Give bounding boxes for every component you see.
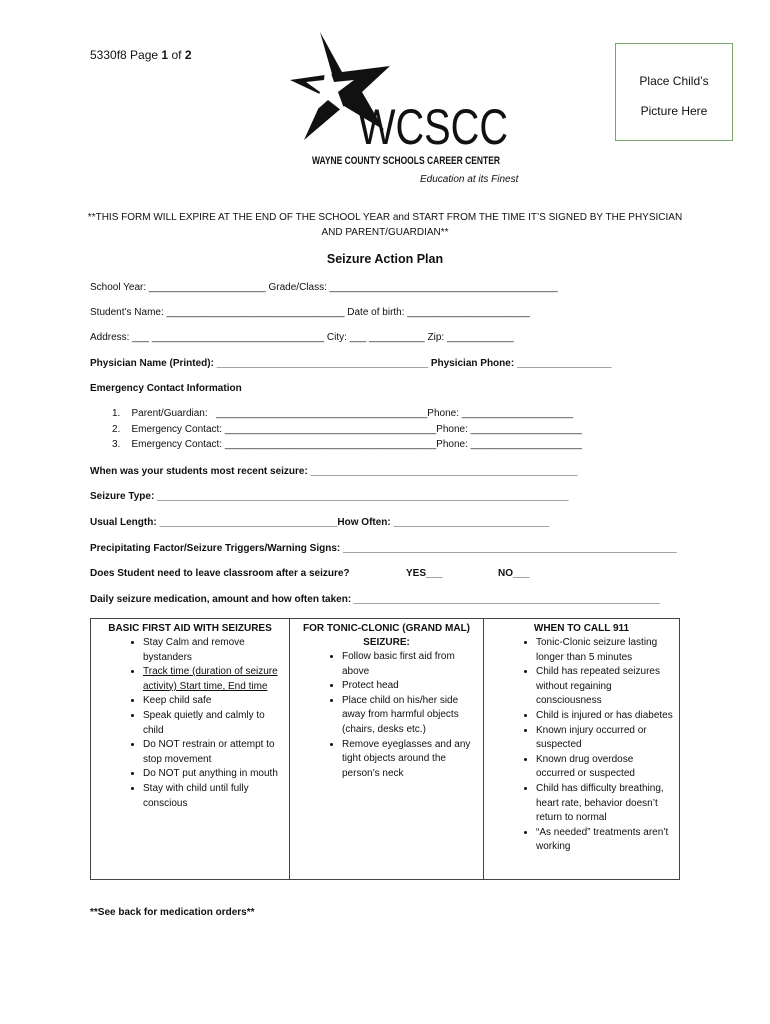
yes-option[interactable]: YES___ (406, 568, 443, 579)
list-item: • Speak quietly and calmly to child (143, 709, 283, 738)
call-911-column (484, 619, 679, 879)
list-item: • Keep child safe (143, 694, 283, 709)
list-item: • Stay Calm and remove bystanders (143, 636, 283, 665)
photo-label-line2: Picture Here (640, 104, 708, 118)
page-number: 1 (161, 48, 169, 62)
list-item: • Tonic-Clonic seizure lasting longer than 5 minutes (536, 636, 673, 665)
contact-text: Parent/Guardian: ______________________________________Phone: ____________________ (131, 408, 574, 419)
list-item: • Known drug overdose occurred or suspected (536, 753, 673, 782)
list-item: • Child has repeated seizures without regaining consciousness (536, 665, 673, 709)
list-item: • Child has difficulty breathing, heart rate, behavior doesn’t return to normal (536, 782, 673, 826)
list-item: • Do NOT put anything in mouth (143, 767, 283, 782)
list-item: • Do NOT restrain or attempt to stop movement (143, 738, 283, 767)
list-item: • “As needed” treatments aren’t working (536, 826, 673, 855)
first-aid-table (90, 618, 680, 880)
triggers-field[interactable]: Precipitating Factor/Seizure Triggers/Warning Signs: ____________________________________________________________ (90, 543, 677, 554)
address-field[interactable]: Address: ___ _______________________________ City: ___ __________ Zip: ____________ (90, 332, 514, 343)
emergency-contact-list (112, 408, 582, 455)
list-item: • Protect head (342, 679, 477, 694)
call-911-list (490, 636, 673, 855)
physician-field[interactable]: Physician Name (Printed): ______________________________________ Physician Phone: _________________ (90, 358, 612, 369)
usual-length-field[interactable]: Usual Length: ________________________________How Often: ____________________________ (90, 517, 550, 528)
tonic-clonic-list (296, 650, 477, 781)
leave-classroom-question: Does Student need to leave classroom after a seizure? (90, 568, 350, 579)
logo-school-name: WAYNE COUNTY SCHOOLS CAREER CENTER (312, 155, 501, 167)
basic-first-aid-list (97, 636, 283, 811)
list-item: • Place child on his/her side away from harmful objects (chairs, desks etc.) (342, 694, 477, 738)
column-heading: WHEN TO CALL 911 (533, 623, 630, 634)
student-name-dob-field[interactable]: Student’s Name: ________________________________ Date of birth: ______________________ (90, 307, 530, 318)
tonic-clonic-column (290, 619, 484, 879)
list-item: • Stay with child until fully conscious (143, 782, 283, 811)
school-year-grade-field[interactable]: School Year: _____________________ Grade/Class: _________________________________________ (90, 282, 558, 293)
list-item: • Child is injured or has diabetes (536, 709, 673, 724)
column-heading: BASIC FIRST AID WITH SEIZURES (108, 623, 272, 634)
basic-first-aid-column (91, 619, 290, 879)
logo-tagline: Education at its Finest (420, 174, 519, 185)
column-heading: FOR TONIC-CLONIC (GRAND MAL) SEIZURE: (302, 623, 471, 648)
contact-row[interactable] (112, 408, 582, 424)
list-item: • Known injury occurred or suspected (536, 724, 673, 753)
contact-text: Emergency Contact: ______________________________________Phone: ____________________ (131, 423, 582, 435)
of-word: of (171, 48, 182, 62)
contact-number: 3. (112, 439, 121, 450)
page-header (90, 48, 192, 62)
daily-medication-field[interactable]: Daily seizure medication, amount and how often taken: _______________________________________________________ (90, 594, 660, 605)
back-page-note: **See back for medication orders** (90, 907, 255, 918)
photo-label-line1: Place Child’s (639, 74, 709, 88)
no-option[interactable]: NO___ (498, 568, 530, 579)
logo-graphic (262, 30, 519, 190)
child-picture-box[interactable] (615, 43, 733, 141)
recent-seizure-field[interactable]: When was your students most recent seizure: ________________________________________________ (90, 466, 578, 477)
contact-number: 2. (112, 423, 121, 435)
list-item: • Remove eyeglasses and any tight objects around the person’s neck (342, 738, 477, 782)
seizure-type-field[interactable]: Seizure Type: __________________________________________________________________________ (90, 491, 569, 502)
expiration-notice: **THIS FORM WILL EXPIRE AT THE END OF THE SCHOOL YEAR and START FROM THE TIME IT’S SIGNED BY THE PHYSICIAN AND PARENT/GUARDIAN** (87, 212, 683, 238)
form-code: 5330f8 (90, 48, 127, 62)
emergency-contact-heading: Emergency Contact Information (90, 383, 242, 394)
contact-text: Emergency Contact: ______________________________________Phone: ____________________ (131, 439, 582, 450)
page-total: 2 (184, 48, 192, 62)
list-item: • Track time (duration of seizure activity) Start time, End time (143, 665, 283, 694)
form-title: Seizure Action Plan (326, 252, 444, 266)
page-word: Page (130, 48, 159, 62)
contact-number: 1. (112, 408, 121, 419)
contact-row[interactable] (112, 439, 582, 455)
logo-acronym: WCSCC (358, 99, 508, 155)
contact-row[interactable] (112, 424, 582, 440)
wcscc-logo (262, 30, 519, 190)
list-item: • Follow basic first aid from above (342, 650, 477, 679)
